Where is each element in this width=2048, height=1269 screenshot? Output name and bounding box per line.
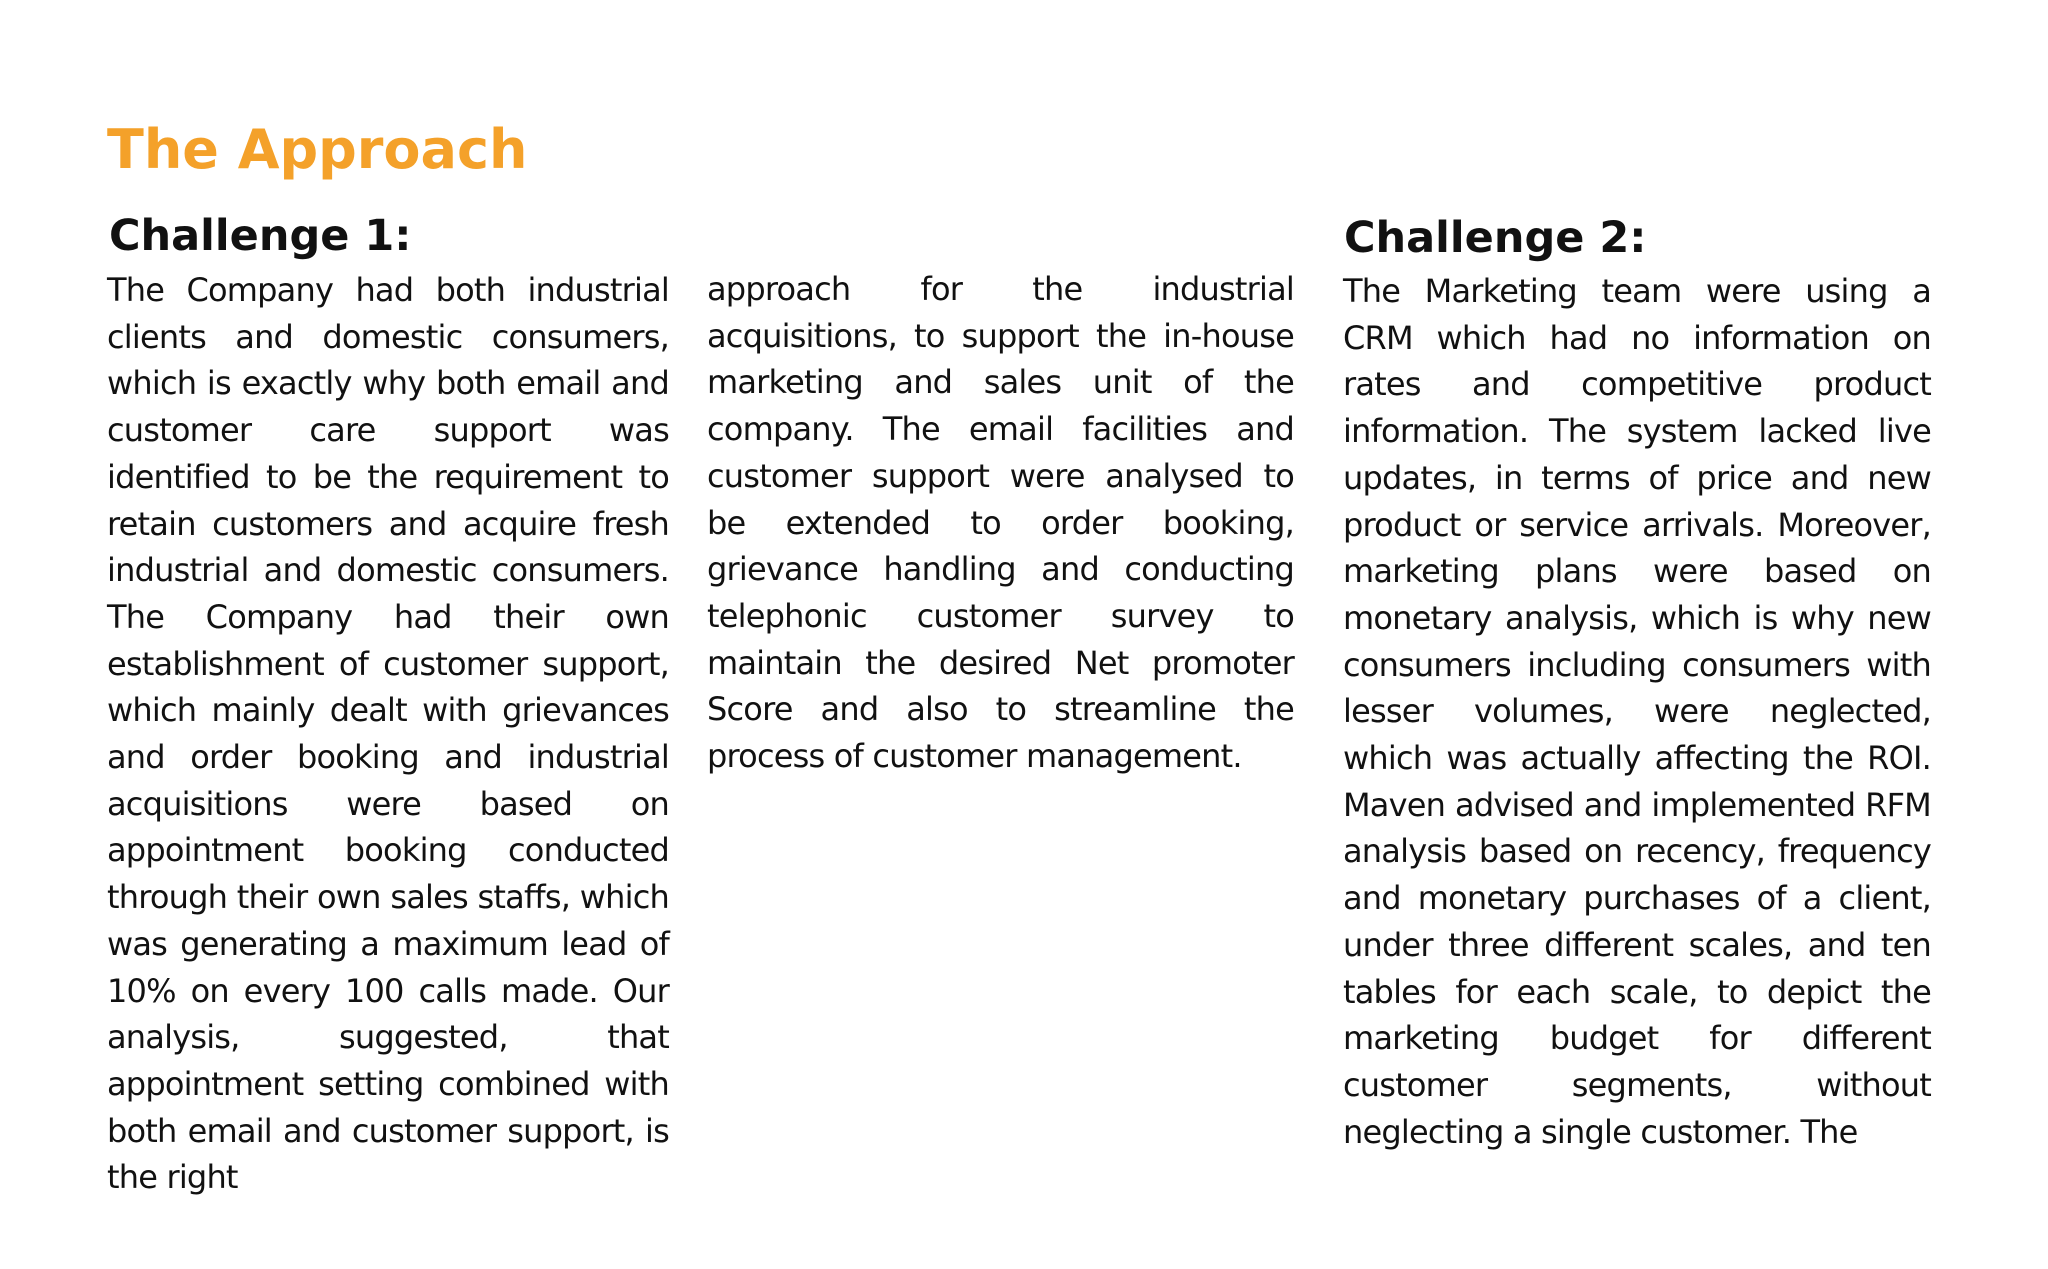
challenge-1-heading: Challenge 1: bbox=[109, 211, 412, 261]
challenge-1-text-column-2: approach for the industrial acquisitions, to support the in-house marketing and sales unit of the company. The email facilities and customer support were analysed to be extended to order booking, grievance handling and conducting telephonic customer survey to maintain the desired Net promoter Score and also to streamline the process of customer management. bbox=[707, 270, 1294, 776]
challenge-2-text-column: The Marketing team were using a CRM which had no information on rates and competitive product information. The system lacked live updates, in terms of price and new product or service arrivals. Moreover, marketing plans were based on monetary analysis, which is why new consumers including consumers with lesser volumes, were neglected, which was actually affecting the ROI. Maven advised and implemented RFM analysis based on recency, frequency and monetary purchases of a client, under three different scales, and ten tables for each scale, to depict the marketing budget for different customer segments, without neglecting a single customer. The bbox=[1343, 272, 1931, 1151]
page-title: The Approach bbox=[107, 118, 528, 181]
challenge-1-text-column-1: The Company had both industrial clients and domestic consumers, which is exactly why both email and customer care support was identified to be the requirement to retain customers and acquire fresh industrial and domestic consumers. The Company had their own establishment of customer support, which mainly dealt with grievances and order booking and industrial acquisitions were based on appointment booking conducted through their own sales staffs, which was generating a maximum lead of 10% on every 100 calls made. Our analysis, suggested, that appointment setting combined with both email and customer support, is the right bbox=[107, 271, 669, 1197]
challenge-2-heading: Challenge 2: bbox=[1344, 213, 1647, 263]
